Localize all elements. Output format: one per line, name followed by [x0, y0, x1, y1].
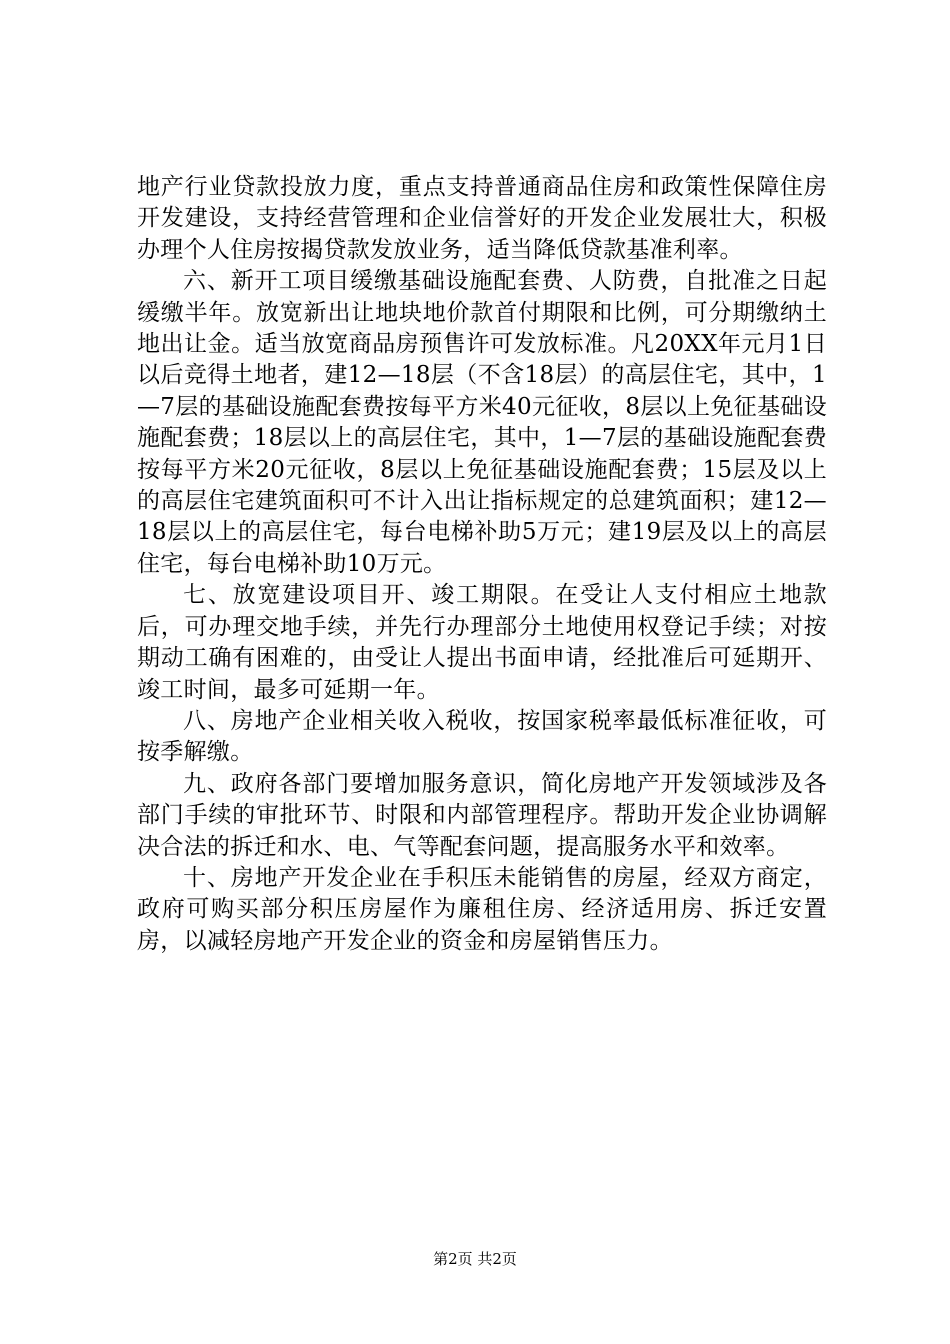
- paragraph-item-6: 六、新开工项目缓缴基础设施配套费、人防费，自批准之日起缓缴半年。放宽新出让地块地价款首付期限和比例，可分期缴纳土地出让金。适当放宽商品房预售许可发放标准。凡20XX年元月1日以后竞得土地者，建12—18层（不含18层）的高层住宅，其中，1—7层的基础设施配套费按每平方米40元征收，8层以上免征基础设施配套费；18层以上的高层住宅，其中，1—7层的基础设施配套费按每平方米20元征收，8层以上免征基础设施配套费；15层及以上的高层住宅建筑面积可不计入出让指标规定的总建筑面积；建12—18层以上的高层住宅，每台电梯补助5万元；建19层及以上的高层住宅，每台电梯补助10万元。: [137, 268, 827, 577]
- paragraph-item-8: 八、房地产企业相关收入税收，按国家税率最低标准征收，可按季解缴。: [137, 707, 827, 766]
- paragraph-item-10: 十、房地产开发企业在手积压未能销售的房屋，经双方商定，政府可购买部分积压房屋作为廉租住房、经济适用房、拆迁安置房，以减轻房地产开发企业的资金和房屋销售压力。: [137, 864, 827, 954]
- paragraph-item-9: 九、政府各部门要增加服务意识，简化房地产开发领域涉及各部门手续的审批环节、时限和内部管理程序。帮助开发企业协调解决合法的拆迁和水、电、气等配套问题，提高服务水平和效率。: [137, 770, 827, 860]
- paragraph-continued: 地产行业贷款投放力度，重点支持普通商品住房和政策性保障住房开发建设，支持经营管理和企业信誉好的开发企业发展壮大，积极办理个人住房按揭贷款发放业务，适当降低贷款基准利率。: [137, 174, 827, 263]
- document-body: [137, 172, 827, 957]
- page-number-footer: 第2页 共2页: [433, 1250, 517, 1268]
- paragraph-item-7: 七、放宽建设项目开、竣工期限。在受让人支付相应土地款后，可办理交地手续，并先行办理部分土地使用权登记手续；对按期动工确有困难的，由受让人提出书面申请，经批准后可延期开、竣工时间，最多可延期一年。: [137, 582, 827, 703]
